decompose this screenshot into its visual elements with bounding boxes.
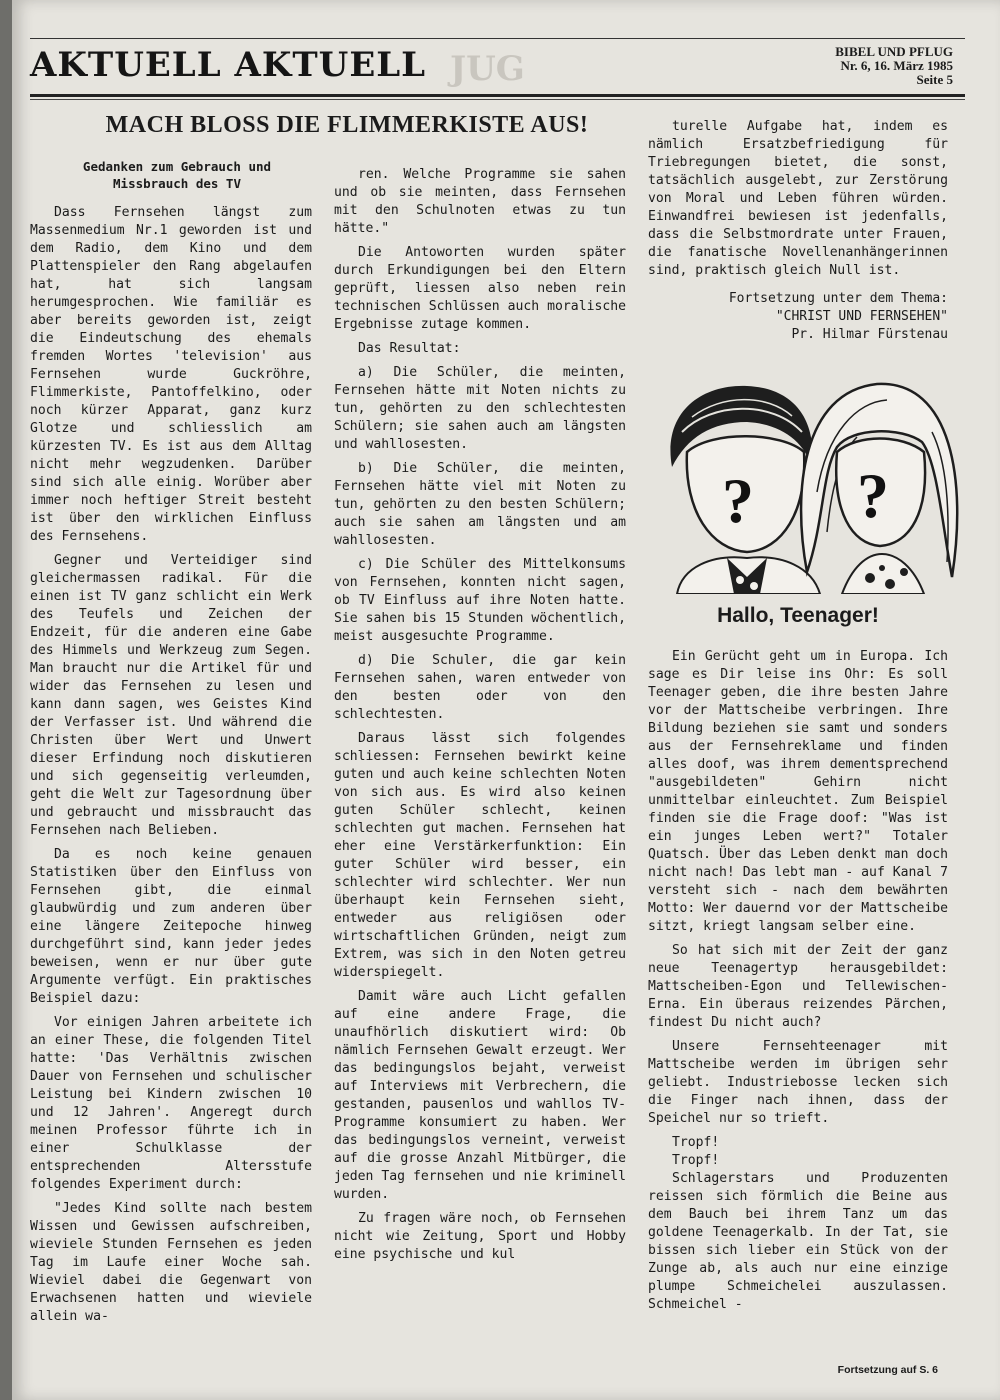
paragraph: Damit wäre auch Licht gefallen auf eine andere Frage, die unaufhörlich diskutiert wird: Ob nämlich Fernsehen Gewalt erzeugt. Wer das bedingungslos bejaht, verweist auf Interviews mit Verbrechern, die gestanden, pausenlos und wahllos TV-Programme konsumiert zu haben. Wer das bedingungslos verneint, verweist auf die grosse Anzahl Mitbürger, die jeden Tag fernsehen und nie kriminell wurden.: [334, 989, 626, 1202]
masthead: [30, 38, 965, 97]
paragraph: ren. Welche Programme sie sahen und ob sie meinten, dass Fernsehen mit den Schulnoten etwas zu tun hätte.": [334, 167, 626, 236]
paragraph: Das Resultat:: [358, 341, 461, 356]
paragraph: Zu fragen wäre noch, ob Fernsehen nicht wie Zeitung, Sport und Hobby eine psychische und kul: [334, 1211, 626, 1262]
paragraph: Ein Gerücht geht um in Europa. Ich sage es Dir leise ins Ohr: Es soll Teenager geben, die ihre besten Jahre vor der Mattscheibe verbringen. Ihre Bildung beziehen sie samt und sonders aus der Fernsehreklame und finden alles doof, was ihrem dementsprechend "ausgebildeten" Gehirn nicht unmittelbar einleuchtet. Zum Beispiel finden sie die Frage doof: "Was ist ein junges Leben wert?" Totaler Quatsch. Über das Leben denkt man doch nicht nach! Das lebt man - auf Kanal 7 versteht sich - nach dem bewährten Motto: Wer dauernd vor der Mattscheibe sitzt, kriegt langsam selber eine.: [648, 649, 948, 934]
publication-name: BIBEL UND PFLUG: [835, 44, 953, 59]
article-column-1: [30, 204, 312, 1332]
teen-article-body: [648, 648, 948, 1320]
paragraph: "Jedes Kind sollte nach bestem Wissen und Gewissen aufschreiben, wieviele Stunden Fernsehen es jeden Tag im Laufe einer Woche sah. Wieviel dabei die Gegenwart von Erwachsenen hatten und wieviele allein wa-: [30, 1201, 312, 1324]
paragraph: So hat sich mit der Zeit der ganz neue Teenagertyp herausgebildet: Mattscheiben-Egon und Tellewischen-Erna. Ein überaus reizendes Pärchen, findest Du nicht auch?: [648, 943, 948, 1030]
page-number: Seite 5: [916, 72, 953, 87]
paragraph: Tropf!: [672, 1135, 720, 1150]
teen-article-headline: Hallo, Teenager!: [717, 604, 879, 627]
continuation-topic: "CHRIST UND FERNSEHEN": [775, 309, 948, 324]
article-column-3: [648, 118, 948, 344]
paragraph: Da es noch keine genauen Statistiken über den Einfluss von Fernsehen gibt, die einmal glaubwürdig und zum anderen über eine längere Zeitepoche hinweg durchgeführt sind, kann jeder jedes beweisen, wenn er nur über gute Argumente verfügt. Ein praktisches Beispiel dazu:: [30, 847, 312, 1006]
continuation-footer: Fortsetzung auf S. 6: [837, 1364, 938, 1376]
article-column-2: [334, 166, 626, 1270]
paragraph: Tropf!: [672, 1153, 720, 1168]
paragraph: Vor einigen Jahren arbeitete ich an einer These, die folgenden Titel hatte: 'Das Verhältnis zwischen Dauer von Fernsehen und schulischer Leistung bei Kindern zwischen 10 und 12 Jahren'. Angeregt durch meinen Professor führte ich in einer Schulklasse der entsprechenden Altersstufe folgendes Experiment durch:: [30, 1015, 312, 1192]
masthead-info: [835, 45, 953, 87]
paragraph: Daraus lässt sich folgendes schliessen: Fernsehen bewirkt keine guten und auch keine schlechten Noten von sich aus. Es wird also keinen guten Schüler schlecht, keinen schlechten gut machen. Fernsehen hat eher eine Verstärkerfunktion: Ein guter Schüler wird besser, ein schlechter wird schlechter. Wer nun überhaupt kein Fernsehen sieht, entweder aus religiösen oder wirtschaftlichen Gründen, neigt zum Extrem, was sich in den Noten getreu widerspiegelt.: [334, 731, 626, 980]
paragraph: Gegner und Verteidiger sind gleichermassen radikal. Für die einen ist TV ganz schlicht ein Werk des Teufels und Zeichen der Endzeit, für die anderen eine Gabe des Himmels und Werkzeug zum Segen. Man braucht nur die Artikel für und wider das Fernsehen zu lesen und kann dann sagen, wes Geistes Kind der Verfasser ist. Und während die Christen über Wert und Unwert dieser Erfindung noch diskutieren und sich gegenseitig verleumden, geht die Welt zur Tagesordnung über und gebraucht und missbraucht das Fernsehen nach Belieben.: [30, 553, 312, 838]
paragraph: d) Die Schuler, die gar kein Fernsehen sahen, waren entweder von den besten oder von den schlechtesten.: [334, 653, 626, 722]
paragraph: Schlagerstars und Produzenten reissen sich förmlich die Beine aus dem Bauch bei ihrem Tanz um das goldene Teenagerkalb. In der Tat, sie bissen sich lieber ein Stück von der Zunge ab, als auch nur eine einzige plumpe Schmeichelei auszulassen. Schmeichel -: [648, 1171, 948, 1312]
teenager-illustration: [642, 372, 967, 594]
masthead-title: AKTUELL AKTUELL: [30, 45, 427, 85]
paragraph: c) Die Schüler des Mittelkonsums von Fernsehen, konnten nicht sagen, ob TV Einfluss auf ihre Noten hatte. Sie sahen bis 15 Stunden wöchentlich, meist ausgesuchte Programme.: [334, 557, 626, 644]
masthead-bleedthrough: JUG: [450, 49, 525, 89]
girl-question-mark: ?: [857, 460, 889, 531]
article-headline: MACH BLOSS DIE FLIMMERKISTE AUS!: [105, 112, 589, 138]
boy-question-mark: ?: [722, 465, 754, 536]
article-signature: [648, 290, 948, 344]
paragraph: turelle Aufgabe hat, indem es nämlich Ersatzbefriedigung für Triebregungen bietet, die sonst, tatsächlich ausgelebt, zur Zerstörung von Moral und Leben führen würden. Einwandfrei bewiesen ist jedenfalls, dass die Selbstmordrate unter Frauen, die fanatische Novellenanhängerinnen sind, praktisch gleich Null ist.: [648, 119, 948, 278]
continuation-note: Fortsetzung unter dem Thema:: [728, 291, 948, 306]
paragraph: b) Die Schüler, die meinten, Fernsehen hätte viel mit Noten zu tun, gehörten zu den besten Schülern; auch sie sahen am längsten und am wahllosesten.: [334, 461, 626, 548]
masthead-rule-thin: [30, 99, 965, 100]
newspaper-page: [12, 0, 1000, 1400]
paragraph: Dass Fernsehen längst zum Massenmedium Nr.1 geworden ist und dem Radio, dem Kino und dem Plattenspieler den Rang abgelaufen hat, hat sich langsam herumgesprochen. Wie familiär es aber bereits geworden ist, zeigt die Eindeutschung des ehemals fremden Wortes 'television' aus Fernsehen wurde Guckröhre, Flimmerkiste, Pantoffelkino, oder noch kürzer Apparat, ganz kurz Glotze und schliesslich am kürzesten TV. Es ist aus dem Alltag nicht mehr wegzudenken. Darüber sind sich alle einig. Worüber aber immer noch heftiger Streit besteht ist über den wirklichen Einfluss des Fernsehens.: [30, 205, 312, 544]
author-name: Pr. Hilmar Fürstenau: [791, 327, 948, 342]
masthead-rule: [30, 94, 965, 97]
faces-drawing: [642, 372, 967, 594]
paragraph: Unsere Fernsehteenager mit Mattscheibe werden im übrigen sehr geliebt. Industriebosse lecken sich die Finger nach ihnen, dass der Speichel nur so trieft.: [648, 1039, 948, 1126]
paragraph: Die Antoworten wurden später durch Erkundigungen bei den Eltern geprüft, liessen also neben rein technischen Schlüssen auch moralische Ergebnisse zutage kommen.: [334, 245, 626, 332]
issue-date: Nr. 6, 16. März 1985: [840, 58, 953, 73]
article-subhead: Gedanken zum Gebrauch und Missbrauch des TV: [82, 159, 272, 191]
paragraph: a) Die Schüler, die meinten, Fernsehen hätte mit Noten nichts zu tun, gehörten zu den schlechtesten Schülern; sie sahen auch am längsten und wahllosesten.: [334, 365, 626, 452]
